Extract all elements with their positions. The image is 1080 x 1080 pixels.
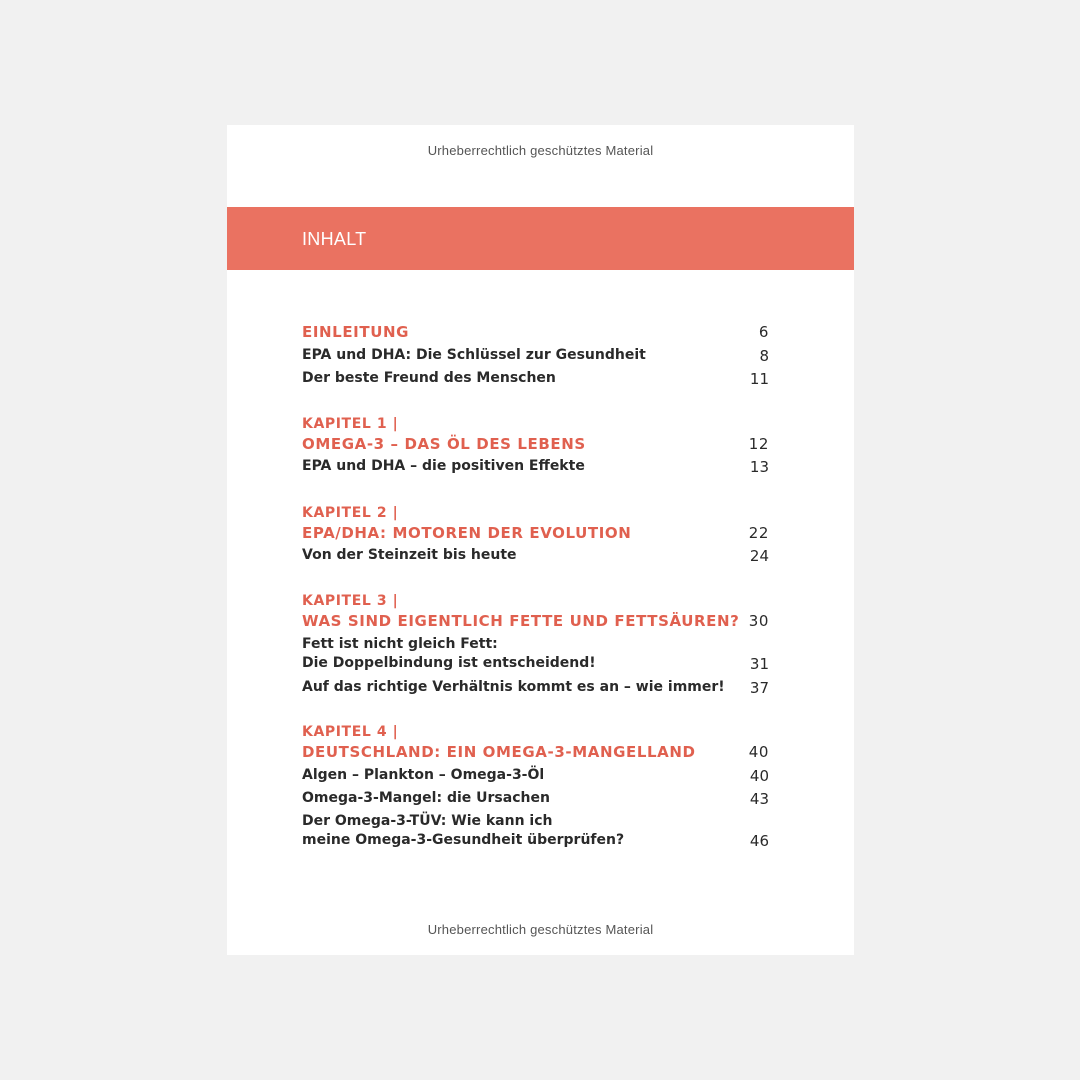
watermark-top: Urheberrechtlich geschütztes Material <box>427 143 654 158</box>
contents-banner <box>227 207 854 270</box>
contents-title: INHALT <box>302 229 367 249</box>
book-page: Urheberrechtlich geschütztes Material INHALT EINLEITUNG 6 EPA und DHA: Die Schlüssel zur Gesundheit 8 Der beste Freund des Menschen 11 KAPITEL 1 | OMEGA-3 – DAS ÖL DES LEBENS 12 EPA und DHA – die positiven Effekte 13 KAPITEL 2 | EPA/DHA: MOTOREN DER EVOLUTION 22 Von der Steinzeit bis heute 24 KAPITEL 3 | WAS SIND EIGENTLICH FETTE UND FETTSÄUREN? 30 Fett ist nicht gleich Fett: Die Doppelbindung ist entscheidend! 31 Auf das richtige Verhältnis kommt es an – wie immer! 37 KAPITEL 4 | DEUTSCHLAND: EIN OMEGA-3-MANGELLAND 40 Algen – Plankton – Omega-3-Öl 40 Omega-3-Mangel: die Ursachen 43 Der Omega-3-TÜV: Wie kann ich meine Omega-3-Gesundheit überprüfen? 46 Urheberrechtlich geschütztes Material <box>227 125 854 955</box>
watermark-bottom: Urheberrechtlich geschütztes Material <box>427 922 654 937</box>
